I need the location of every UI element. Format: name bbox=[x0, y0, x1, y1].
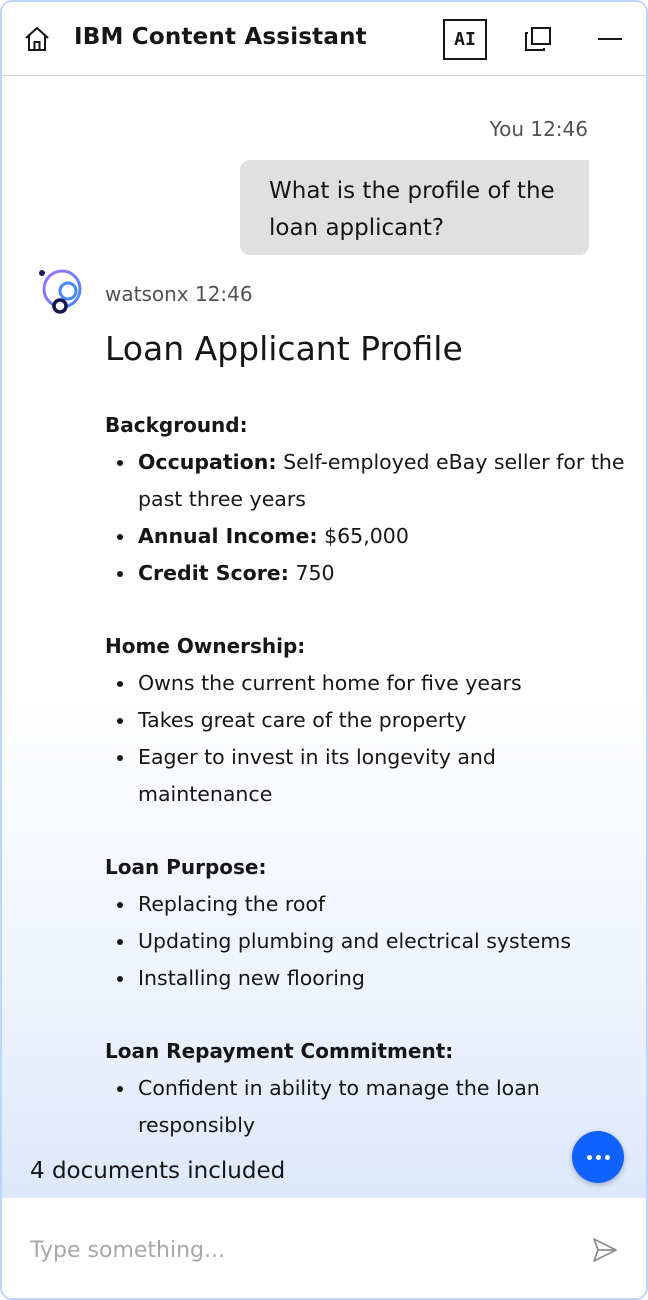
watsonx-avatar-icon bbox=[34, 267, 84, 317]
ai-button[interactable]: AI bbox=[443, 19, 487, 60]
section-title: Background: bbox=[105, 413, 248, 437]
item-label: Annual Income: bbox=[138, 524, 318, 548]
list-item bbox=[105, 444, 635, 518]
list-item bbox=[105, 518, 635, 555]
section-title: Loan Repayment Commitment: bbox=[105, 1039, 454, 1063]
user-message-bubble: What is the profile of the loan applicant? bbox=[240, 160, 589, 255]
list-item: Confident in ability to manage the loan responsibly bbox=[105, 1070, 635, 1144]
section-title: Loan Purpose: bbox=[105, 855, 267, 879]
list-item: Updating plumbing and electrical systems bbox=[105, 923, 635, 960]
item-label: Occupation: bbox=[138, 450, 277, 474]
list-item: Owns the current home for five years bbox=[105, 665, 635, 702]
chat-transcript[interactable] bbox=[2, 77, 646, 1198]
overflow-dot-icon bbox=[605, 1155, 610, 1160]
message-input[interactable] bbox=[30, 1231, 570, 1269]
item-text: Self-employed eBay seller for the past three years bbox=[138, 450, 625, 511]
list-item bbox=[105, 555, 635, 592]
item-label: Credit Score: bbox=[138, 561, 289, 585]
more-options-button[interactable] bbox=[572, 1131, 624, 1183]
list-item: Takes great care of the property bbox=[105, 702, 635, 739]
app-title: IBM Content Assistant bbox=[74, 24, 367, 50]
minimize-icon[interactable] bbox=[598, 38, 622, 40]
section-repayment-commitment bbox=[105, 1033, 635, 1144]
section-loan-purpose bbox=[105, 849, 635, 997]
item-text: 750 bbox=[288, 561, 335, 585]
response-title: Loan Applicant Profile bbox=[105, 329, 463, 368]
overflow-dot-icon bbox=[596, 1155, 601, 1160]
section-title: Home Ownership: bbox=[105, 634, 306, 658]
documents-included-label[interactable]: 4 documents included bbox=[30, 1158, 286, 1184]
list-item: Eager to invest in its longevity and maintenance bbox=[105, 739, 635, 813]
home-icon[interactable] bbox=[24, 26, 50, 52]
bot-message-meta: watsonx 12:46 bbox=[105, 282, 253, 306]
new-window-icon[interactable] bbox=[524, 26, 552, 52]
header bbox=[2, 2, 646, 76]
section-background bbox=[105, 407, 635, 592]
item-text: $65,000 bbox=[317, 524, 409, 548]
list-item: Installing new flooring bbox=[105, 960, 635, 997]
send-icon[interactable] bbox=[592, 1237, 618, 1263]
message-composer bbox=[2, 1198, 646, 1298]
user-message-meta: You 12:46 bbox=[489, 117, 588, 141]
section-home-ownership bbox=[105, 628, 635, 813]
bot-response bbox=[105, 329, 635, 1180]
list-item: Replacing the roof bbox=[105, 886, 635, 923]
overflow-dot-icon bbox=[587, 1155, 592, 1160]
